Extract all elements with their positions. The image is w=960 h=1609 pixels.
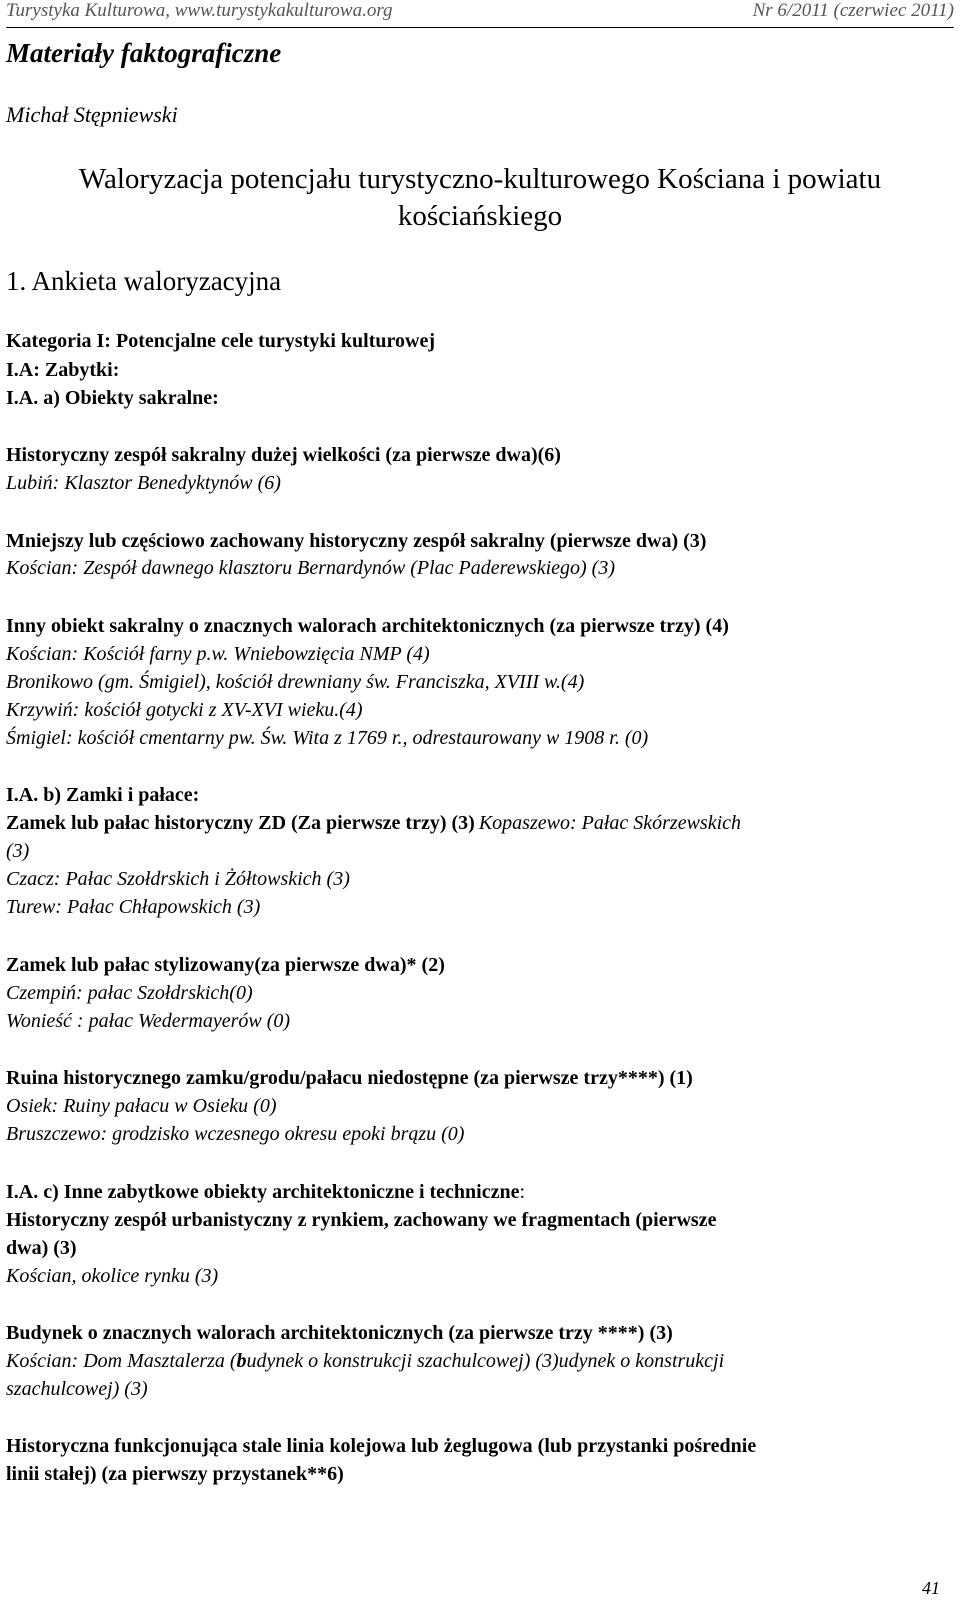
category-heading: Kategoria I: Potencjalne cele turystyki kulturowej — [6, 330, 435, 352]
category-heading: Zamek lub pałac historyczny ZD (Za pierwsze trzy) (3) — [6, 812, 475, 834]
list-item-text: Kościan: Dom Masztalerza ( — [6, 1350, 237, 1372]
list-item: Krzywiń: kościół gotycki z XV-XVI wieku.(4) — [6, 699, 363, 721]
heading-colon: : — [519, 1181, 526, 1203]
list-item: Śmigiel: kościół cmentarny pw. Św. Wita z 1769 r., odrestaurowany w 1908 r. (0) — [6, 727, 649, 749]
category-line — [6, 812, 741, 835]
category-heading: Zamek lub pałac stylizowany(za pierwsze dwa)* (2) — [6, 954, 445, 976]
article-title-line1: Waloryzacja potencjału turystyczno-kulturowego Kościana i powiatu — [78, 163, 882, 195]
page-number: 41 — [922, 1578, 940, 1598]
list-item-bold-letter: b — [236, 1350, 247, 1372]
subsection-heading: I.A. b) Zamki i pałace: — [6, 784, 200, 806]
category-heading: Historyczna funkcjonująca stale linia kolejowa lub żeglugowa (lub przystanki pośrednie — [6, 1435, 757, 1457]
article-title-line2: kościańskiego — [397, 200, 563, 232]
list-item: Kościan: Zespół dawnego klasztoru Bernardynów (Plac Paderewskiego) (3) — [6, 557, 615, 579]
list-item: Turew: Pałac Chłapowskich (3) — [6, 896, 261, 918]
list-item-continuation: (3) — [6, 840, 30, 862]
subsection-heading-text: I.A. c) Inne zabytkowe obiekty architektoniczne i techniczne — [6, 1181, 520, 1203]
list-item: Kościan, okolice rynku (3) — [6, 1265, 219, 1287]
subtitle: 1. Ankieta waloryzacyjna — [6, 266, 282, 296]
list-item: Czacz: Pałac Szołdrskich i Żółtowskich (3) — [6, 868, 350, 890]
list-item: Czempiń: pałac Szołdrskich(0) — [6, 982, 253, 1004]
category-heading: dwa) (3) — [6, 1237, 77, 1259]
category-heading: Historyczny zespół sakralny dużej wielkości (za pierwsze dwa)(6) — [6, 444, 561, 466]
category-heading: Inny obiekt sakralny o znacznych walorach architektonicznych (za pierwsze trzy) (4) — [6, 615, 729, 637]
list-item: Bronikowo (gm. Śmigiel), kościół drewniany św. Franciszka, XVIII w.(4) — [6, 671, 585, 693]
list-item-continuation: szachulcowej) (3) — [6, 1378, 148, 1400]
subsection-heading: I.A: Zabytki: — [6, 359, 120, 381]
list-item: Wonieść : pałac Wedermayerów (0) — [6, 1010, 291, 1032]
category-heading: linii stałej) (za pierwszy przystanek**6) — [6, 1463, 344, 1485]
list-item — [6, 1350, 724, 1373]
page-header — [6, 0, 954, 28]
list-item: Lubiń: Klasztor Benedyktynów (6) — [6, 472, 281, 494]
journal-name: Turystyka Kulturowa, www.turystykakulturowa.org — [6, 0, 393, 21]
author-name: Michał Stępniewski — [6, 102, 178, 127]
category-heading: Mniejszy lub częściowo zachowany historyczny zespół sakralny (pierwsze dwa) (3) — [6, 530, 707, 552]
list-item: Kościan: Kościół farny p.w. Wniebowzięcia NMP (4) — [6, 643, 430, 665]
category-heading: Budynek o znacznych walorach architektonicznych (za pierwsze trzy ****) (3) — [6, 1322, 673, 1344]
subsection-heading: I.A. a) Obiekty sakralne: — [6, 387, 219, 409]
list-item: Osiek: Ruiny pałacu w Osieku (0) — [6, 1095, 277, 1117]
category-heading: Ruina historycznego zamku/grodu/pałacu niedostępne (za pierwsze trzy****) (1) — [6, 1067, 693, 1089]
section-title: Materiały faktograficzne — [6, 38, 282, 68]
list-item: Bruszczewo: grodzisko wczesnego okresu epoki brązu (0) — [6, 1123, 465, 1145]
subsection-heading — [6, 1181, 525, 1204]
category-heading: Historyczny zespół urbanistyczny z rynkiem, zachowany we fragmentach (pierwsze — [6, 1209, 717, 1231]
issue-number: Nr 6/2011 (czerwiec 2011) — [752, 0, 954, 21]
list-item-text: udynek o konstrukcji szachulcowej) (3)udynek o konstrukcji — [246, 1350, 725, 1372]
list-item: Kopaszewo: Pałac Skórzewskich — [478, 812, 742, 834]
